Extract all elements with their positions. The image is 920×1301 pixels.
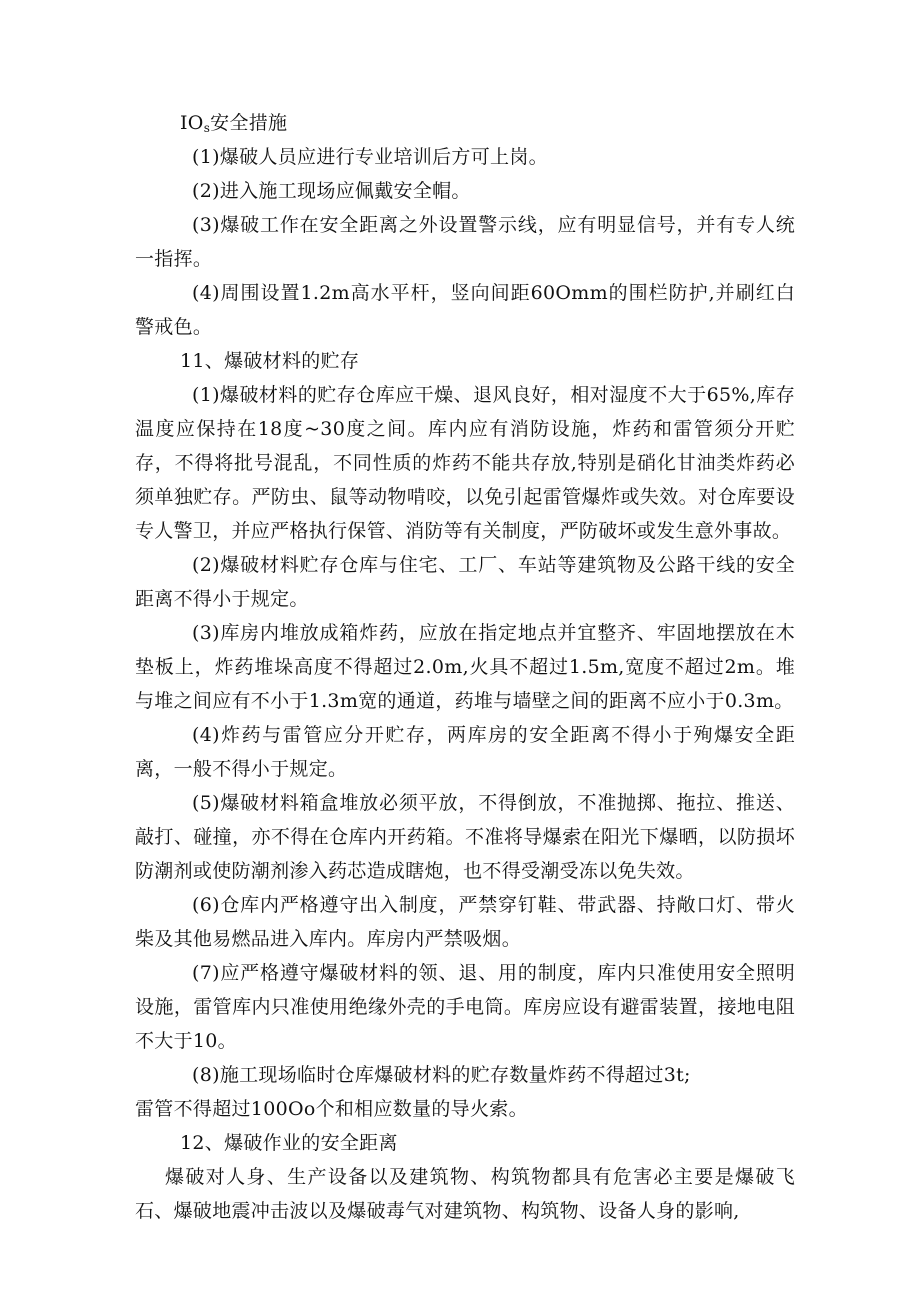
section-12-body: 爆破对人身、生产设备以及建筑物、构筑物都具有危害必主要是爆破飞石、爆破地震冲击波以及爆破毒气对建筑物、构筑物、设备人身的影响, [135,1166,795,1222]
section-10-heading-rest: 安全措施 [210,112,288,134]
section-10-item-2: (2)进入施工现场应佩戴安全帽。 [192,180,471,202]
section-10-heading [135,106,795,140]
section-11-item-4: (4)炸药与雷管应分开贮存，两库房的安全距离不得小于殉爆安全距离，一般不得小于规定。 [135,724,795,780]
section-11-item-2: (2)爆破材料贮存仓库与住宅、工厂、车站等建筑物及公路干线的安全距离不得小于规定。 [135,554,795,610]
section-11-heading: 11、爆破材料的贮存 [180,350,360,372]
section-10-heading-subscript: s [203,121,211,135]
section-11-item-7: (7)应严格遵守爆破材料的领、退、用的制度，库内只准使用安全照明设施，雷管库内只准使用绝缘外壳的手电筒。库房应设有避雷装置，接地电阻不大于10。 [135,962,795,1052]
section-10-item-4: (4)周围设置1.2m高水平杆，竖向间距60Omm的围栏防护,并刷红白警戒色。 [135,282,795,338]
section-11-item-6: (6)仓库内严格遵守出入制度，严禁穿钉鞋、带武器、持敞口灯、带火柴及其他易燃品进入库内。库房内严禁吸烟。 [135,894,795,950]
section-12-heading: 12、爆破作业的安全距离 [180,1132,398,1154]
section-11-item-8: (8)施工现场临时仓库爆破材料的贮存数量炸药不得超过3t; [192,1064,691,1086]
document-body [135,106,795,1228]
section-11-item-5: (5)爆破材料箱盒堆放必须平放，不得倒放，不准抛掷、拖拉、推送、敲打、碰撞，亦不得在仓库内开药箱。不准将导爆索在阳光下爆晒，以防损坏防潮剂或使防潮剂渗入药芯造成瞎炮，也不得受潮受冻以免失效。 [135,792,795,882]
section-10-item-3: (3)爆破工作在安全距离之外设置警示线，应有明显信号，并有专人统一指挥。 [135,214,795,270]
section-11-item-3: (3)库房内堆放成箱炸药，应放在指定地点并宜整齐、牢固地摆放在木垫板上，炸药堆垛高度不得超过2.0m,火具不超过1.5m,宽度不超过2m。堆与堆之间应有不小于1.3m宽的通道，药堆与墙壁之间的距离不应小于0.3m。 [135,622,795,712]
section-10-item-1: (1)爆破人员应进行专业培训后方可上岗。 [192,146,548,168]
section-11-item-1: (1)爆破材料的贮存仓库应干燥、退风良好，相对湿度不大于65%,库存温度应保持在18度~30度之间。库内应有消防设施，炸药和雷管须分开贮存，不得将批号混乱，不同性质的炸药不能共存放,特别是硝化甘油类炸药必须单独贮存。严防虫、鼠等动物啃咬，以免引起雷管爆炸或失效。对仓库要设专人警卫，并应严格执行保管、消防等有关制度，严防破坏或发生意外事故。 [135,384,795,542]
section-10-heading-main: IO [180,112,204,134]
section-11-continuation: 雷管不得超过100Oo个和相应数量的导火索。 [135,1098,528,1120]
